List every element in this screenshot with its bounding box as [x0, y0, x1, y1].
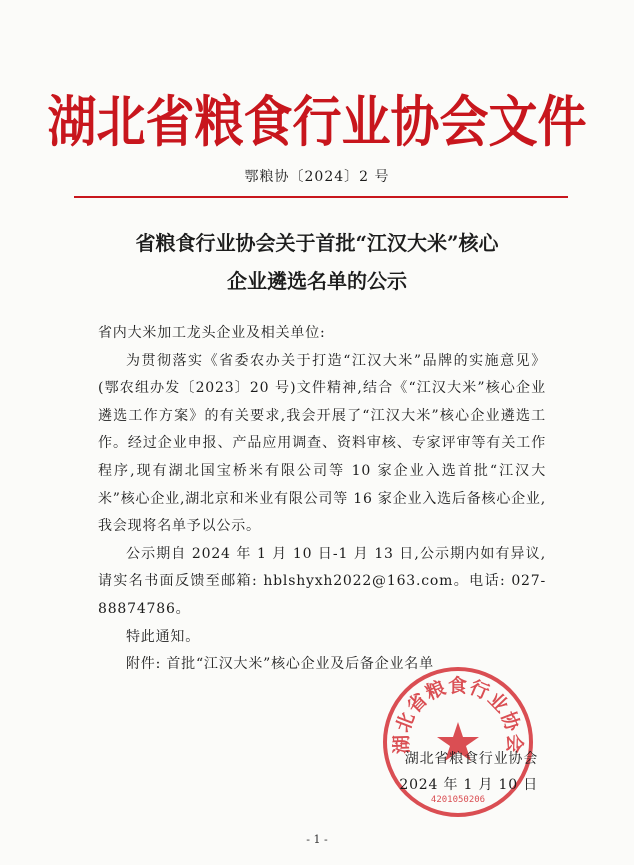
closing-line: 特此通知。 — [126, 628, 200, 645]
seal-code: 4201050206 — [430, 795, 486, 805]
heading-line-1: 省粮食行业协会关于首批“江汉大米”核心 — [135, 231, 499, 255]
document-body — [98, 320, 546, 679]
document-header-title: 湖北省粮食行业协会文件 — [47, 89, 587, 155]
body-paragraph-2: 公示期自 2024 年 1 月 10 日-1 月 13 日,公示期内如有异议,请实名书面反馈至邮箱: hblshyxh2022@163.com。电话: 027-88874786。 — [98, 545, 546, 617]
body-paragraph-1: 为贯彻落实《省委农办关于打造“江汉大米”品牌的实施意见》(鄂农组办发〔2023〕20 号)文件精神,结合《“江汉大米”核心企业遴选工作方案》的有关要求,我会开展了“江汉大米”核心企业遴选工作。经过企业申报、产品应用调查、资料审核、专家评审等有关工作程序,现有湖北国宝桥米有限公司等 10 家企业入选首批“江汉大米”核心企业,湖北京和米业有限公司等 16 家企业入选后备核心企业,我会现将名单予以公示。 — [98, 352, 546, 535]
red-divider-line — [74, 196, 568, 198]
seal-text: 湖北省粮食行业协会 — [390, 675, 526, 755]
heading-line-2: 企业遴选名单的公示 — [227, 269, 407, 293]
attachment-line: 附件: 首批“江汉大米”核心企业及后备企业名单 — [126, 656, 434, 673]
signature-block — [300, 746, 538, 798]
salutation: 省内大米加工龙头企业及相关单位: — [98, 325, 326, 341]
document-heading — [60, 224, 574, 300]
page-number: - 1 - — [306, 833, 328, 846]
signature-organization: 湖北省粮食行业协会 — [404, 751, 538, 767]
document-number: 鄂粮协〔2024〕2 号 — [244, 169, 390, 185]
signature-date: 2024 年 1 月 10 日 — [399, 777, 538, 793]
